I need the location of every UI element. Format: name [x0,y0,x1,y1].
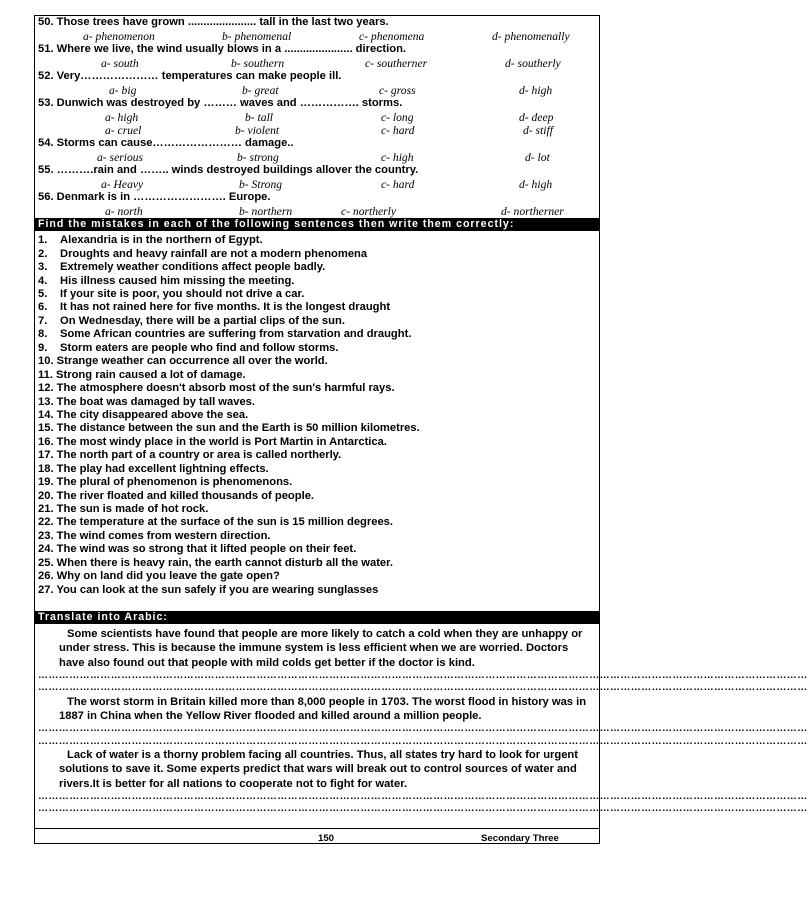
question-53: 53. Dunwich was destroyed by ……… waves and ……………. storms. [38,96,403,109]
list-item: 13. The boat was damaged by tall waves. [38,395,256,408]
options-54 [35,151,599,164]
option-a: a- south [101,56,139,70]
list-item: 14. The city disappeared above the sea. [38,408,249,421]
option-d: d- high [519,83,553,97]
list-item: 22. The temperature at the surface of the sun is 15 million degrees. [38,516,394,529]
list-item: 12. The atmosphere doesn't absorb most of the sun's harmful rays. [38,382,395,395]
option-a: a- Heavy [101,177,144,191]
option-d: d- southerly [505,56,561,70]
option-c: c- hard [381,123,415,137]
mistakes-list [35,234,599,597]
question-55: 55. ……….rain and …….. winds destroyed buildings allover the country. [38,164,419,177]
translate-paragraph-2: The worst storm in Britain killed more than 8,000 people in 1703. The worst flood in history was in 1887 in China when the Yellow River flooded and killed around a million people. [59,695,587,722]
question-56: 56. Denmark is in ……………………. Europe. [38,191,271,204]
answer-line: …………………………………………………………………………………………………………………………………………………………………………………………………… [38,790,808,802]
list-item: 27. You can look at the sun safely if you are wearing sunglasses [38,583,379,596]
options-50 [35,30,599,43]
list-item: 11. Strong rain caused a lot of damage. [38,368,246,381]
option-c: c- hard [381,177,415,191]
mistakes-heading: Find the mistakes in each of the following sentences then write them correctly: [35,218,599,231]
options-53-second [35,124,599,137]
list-item: 9. Storm eaters are people who find and follow storms. [38,341,339,354]
list-item: 17. The north part of a country or area is called northerly. [38,449,342,462]
options-55 [35,178,599,191]
question-54: 54. Storms can cause…………………… damage.. [38,137,294,150]
option-a: a- phenomenon [83,29,155,43]
question-51: 51. Where we live, the wind usually blows in a ...................... direction. [38,42,407,55]
page-number: 150 [318,833,335,844]
option-d: d- northerner [501,204,564,218]
series-label: Secondary Three [481,833,559,844]
option-a: a- north [105,204,143,218]
option-c: c- high [381,150,414,164]
option-d: d- high [519,177,553,191]
option-b: b- southern [231,56,285,70]
option-b: b- violent [235,123,280,137]
option-d: d- deep [519,110,554,124]
option-b: b- strong [237,150,279,164]
option-c: c- gross [379,83,416,97]
option-d: d- phenomenally [492,29,570,43]
options-52 [35,84,599,97]
list-item: 19. The plural of phenomenon is phenomenons. [38,476,293,489]
worksheet-page [34,15,808,844]
option-b: b- great [242,83,279,97]
translate-heading: Translate into Arabic: [35,611,599,624]
list-item: 4. His illness caused him missing the meeting. [38,274,295,287]
list-item: 24. The wind was so strong that it lifted people on their feet. [38,543,357,556]
option-d: d- lot [525,150,550,164]
list-item: 6. It has not rained here for five months. It is the longest draught [38,301,391,314]
option-a: a- big [109,83,137,97]
question-52: 52. Very………………… temperatures can make people ill. [38,69,342,82]
footer-rule [35,828,599,829]
option-c: c- phenomena [359,29,425,43]
mcq-section [35,16,599,218]
option-c: c- long [381,110,414,124]
list-item: 3. Extremely weather conditions affect people badly. [38,261,326,274]
list-item: 15. The distance between the sun and the Earth is 50 million kilometres. [38,422,420,435]
option-a: a- cruel [105,123,142,137]
list-item: 26. Why on land did you leave the gate open? [38,570,280,583]
list-item: 1. Alexandria is in the northern of Egypt. [38,234,263,247]
list-item: 16. The most windy place in the world is Port Martin in Antarctica. [38,435,387,448]
translate-paragraph-3: Lack of water is a thorny problem facing all countries. Thus, all states try hard to look for urgent solutions to save it. Some experts predict that wars will break out to control sources of water and rivers.It is better for all nations to cooperate not to fight for water. [59,749,578,790]
options-51 [35,57,599,70]
list-item: 7. On Wednesday, there will be a partial clips of the sun. [38,314,345,327]
option-b: b- tall [245,110,274,124]
list-item: 25. When there is heavy rain, the earth cannot disturb all the water. [38,556,394,569]
list-item: 5. If your site is poor, you should not drive a car. [38,288,305,301]
answer-line: …………………………………………………………………………………………………………………………………………………………………………………………………… [38,803,808,815]
option-b: b- northern [239,204,293,218]
option-a: a- serious [97,150,144,164]
options-56 [35,205,599,218]
option-c: c- northerly [341,204,397,218]
option-c: c- southerner [365,56,428,70]
answer-line: …………………………………………………………………………………………………………………………………………………………………………………………………… [38,735,808,747]
option-a: a- high [105,110,139,124]
list-item: 10. Strange weather can occurrence all over the world. [38,355,328,368]
option-b: b- Strong [239,177,283,191]
list-item: 23. The wind comes from western direction. [38,529,271,542]
options-53-first [35,111,599,124]
answer-line: …………………………………………………………………………………………………………………………………………………………………………………………………… [38,682,808,694]
spacer [35,597,599,611]
option-b: b- phenomenal [222,29,292,43]
list-item: 18. The play had excellent lightning effects. [38,462,269,475]
option-d: d- stiff [523,123,553,137]
question-50: 50. Those trees have grown ...................... tall in the last two years. [38,16,389,28]
list-item: 2. Droughts and heavy rainfall are not a modern phenomena [38,247,368,260]
list-item: 21. The sun is made of hot rock. [38,503,209,516]
answer-line: …………………………………………………………………………………………………………………………………………………………………………………………………… [38,669,808,681]
answer-line: …………………………………………………………………………………………………………………………………………………………………………………………………… [38,723,808,735]
list-item: 8. Some African countries are suffering from starvation and draught. [38,328,412,341]
translate-paragraph-1: Some scientists have found that people are more likely to catch a cold when they are unhappy or under stress. This is because the immune system is less efficient when we are worried. Doctors have also found out that people with mild colds get better if the doctor is kind. [59,628,583,669]
list-item: 20. The river floated and killed thousands of people. [38,489,315,502]
